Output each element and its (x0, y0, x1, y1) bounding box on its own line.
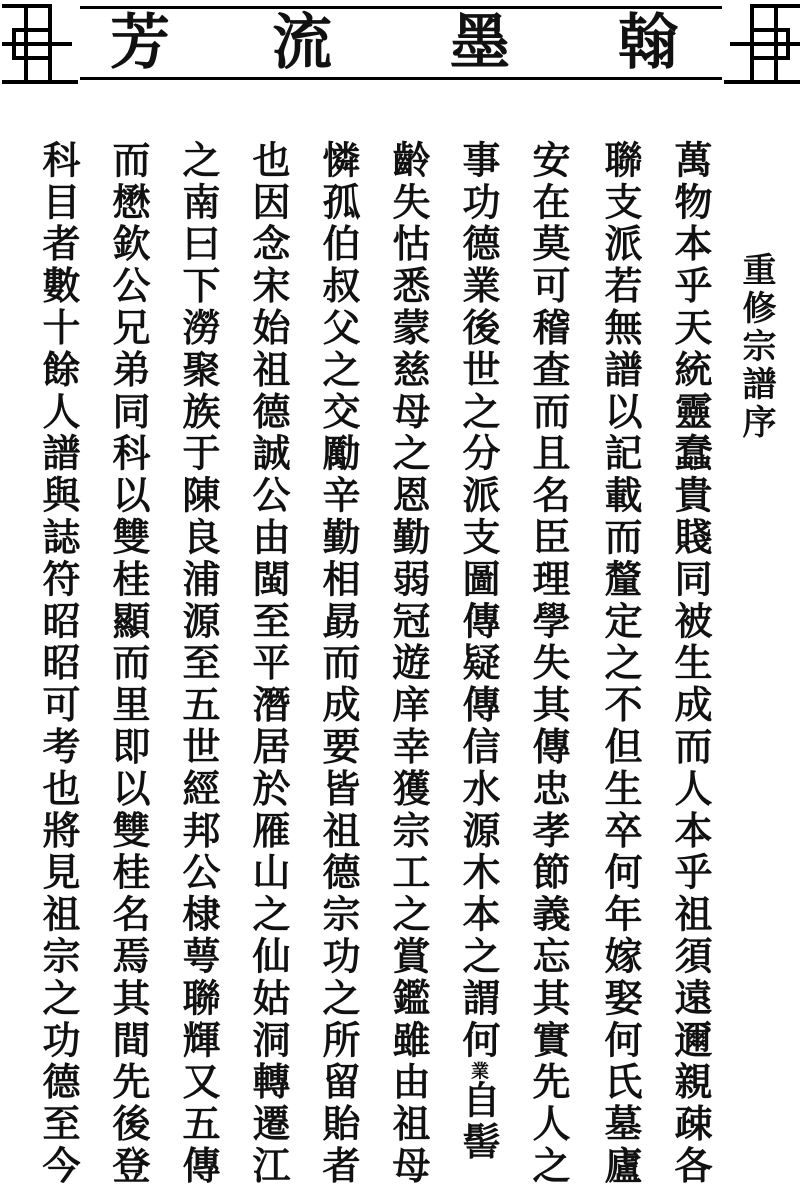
text-column: 聯支派若無譜以記載而釐定之不但生卒何年嫁娶何氏墓廬 (598, 140, 643, 1188)
text-column: 萬物本乎天統靈蠢貴賤同被生成而人本乎祖須遠邇親疎各 (668, 140, 713, 1188)
text-column (452, 140, 504, 1164)
text-column: 之南曰下澇聚族于陳良浦源至五世經邦公棣萼聯輝又五傳 (176, 140, 221, 1188)
banner-title-char: 墨 (450, 8, 510, 78)
document-heading: 重修宗譜序 (736, 252, 776, 442)
text-column: 而懋欽公兄弟同科以雙桂顯而里即以雙桂名焉其間先後登 (106, 140, 151, 1188)
column-tail-text: 自髻 (456, 1079, 501, 1164)
column-inline-small-char: 業 (468, 1061, 489, 1080)
text-column: 科目者數十餘人譜與誌符昭昭可考也將見祖宗之功德至今 (36, 140, 81, 1188)
text-column: 也因念宋始祖德誠公由閩至平潛居於雁山之仙姑洞轉遷江 (246, 140, 291, 1188)
text-column: 憐孤伯叔父之交勵辛勤相勗而成要皆祖德宗功之所留貽者 (316, 140, 361, 1188)
banner-title-char: 翰 (618, 8, 678, 78)
text-column: 安在莫可稽查而且名臣理學失其傳忠孝節義忘其實先人之 (526, 140, 571, 1188)
corner-ornament-right-icon (722, 0, 802, 88)
banner-title-char: 流 (272, 8, 332, 78)
banner-title-char: 芳 (110, 8, 170, 78)
corner-ornament-left-icon (0, 0, 80, 88)
column-main-text: 事功德業後世之分派支圖傳疑傳信水源木本之謂何 (456, 140, 501, 1062)
text-column: 齡失怙悉蒙慈母之恩勤弱冠遊庠幸獲宗工之賞鑑雖由祖母 (386, 140, 431, 1188)
header-banner (0, 0, 802, 88)
